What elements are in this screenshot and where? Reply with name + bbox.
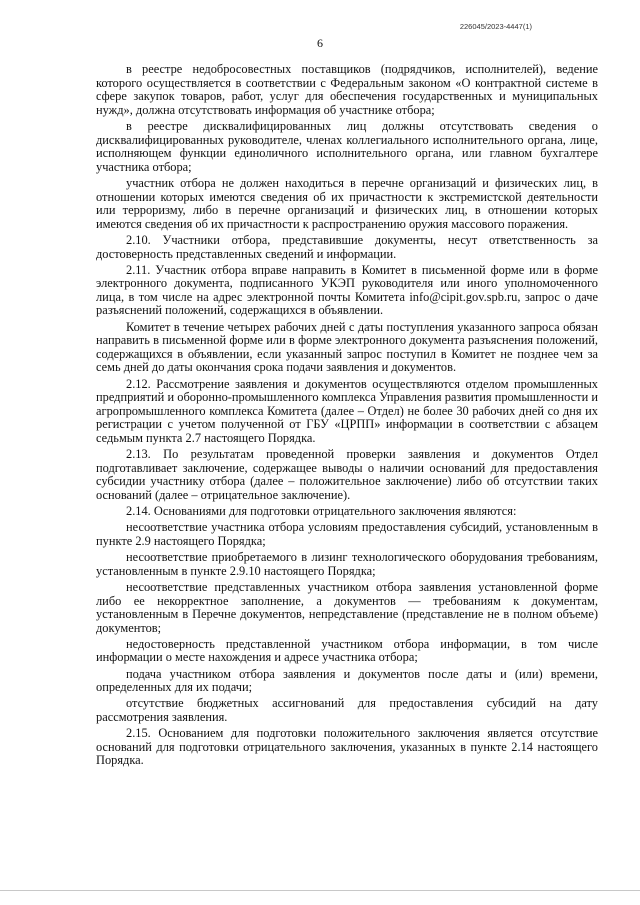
paragraph-unfair-suppliers-registry: в реестре недобросовестных поставщиков (подрядчиков, исполнителей), ведение которого осуществляется в соответствии с Федеральным законом «О контрактной системе в сфере закупок товаров, работ, услуг для обеспечения государственных и муниципальных нужд», должна отсутствовать информация об участнике отбора; <box>96 62 598 117</box>
list-item-no-budget: отсутствие бюджетных ассигнований для предоставления субсидий на дату рассмотрения заявления. <box>96 696 598 725</box>
paragraph-disqualified-persons-registry: в реестре дисквалифицированных лиц должны отсутствовать сведения о дисквалифицированных руководителе, членах коллегиального исполнительного органа, лице, исполняющем функции единоличного исполнительного органа, или главном бухгалтере участника отбора; <box>96 118 598 174</box>
document-body <box>96 63 598 771</box>
list-item-late-submission: подача участником отбора заявления и документов после даты и (или) времени, определенных для их подачи; <box>96 666 598 695</box>
paragraph-extremism-list: участник отбора не должен находиться в перечне организаций и физических лиц, в отношении которых имеются сведения об их причастности к экстремистской деятельности или терроризму, либо в перечне организаций и физических лиц, в отношении которых имеются сведения об их причастности к распространению оружия массового поражения. <box>96 175 598 231</box>
page-bottom-rule <box>0 890 640 891</box>
paragraph-2-14: 2.14. Основаниями для подготовки отрицательного заключения являются: <box>126 504 517 519</box>
list-item-condition-mismatch: несоответствие участника отбора условиям предоставления субсидий, установленным в пункте 2.9 настоящего Порядка; <box>96 520 598 548</box>
paragraph-clarification-response: Комитет в течение четырех рабочих дней с даты поступления указанного запроса обязан направить в письменной форме или в форме электронного документа разъяснения положений, содержащихся в объявлении, если указанный запрос поступил в Комитет не позднее чем за семь дней до даты окончания срока подачи заявления и документов. <box>96 319 598 375</box>
list-item-equipment-mismatch: несоответствие приобретаемого в лизинг технологического оборудования требованиям, установленным в пункте 2.9.10 настоящего Порядка; <box>96 550 598 578</box>
paragraph-2-13: 2.13. По результатам проведенной проверки заявления и документов Отдел подготавливает заключение, содержащее выводы о наличии оснований для предоставления субсидии участнику отбора (далее – положительное заключение) либо об отсутствии таких оснований (далее – отрицательное заключение). <box>96 447 598 502</box>
list-item-unreliable-info: недостоверность представленной участником отбора информации, в том числе информации о месте нахождения и адресе участника отбора; <box>96 636 598 665</box>
paragraph-2-15: 2.15. Основанием для подготовки положительного заключения является отсутствие оснований для подготовки отрицательного заключения, указанных в пункте 2.14 настоящего Порядка. <box>96 726 598 768</box>
list-item-form-mismatch: несоответствие представленных участником отбора заявления установленной форме либо ее некорректное заполнение, а документов — требованиям к документам, установленным в Перечне документов, непредставление (представление не в полном объеме) документов; <box>96 579 598 635</box>
paragraph-2-12: 2.12. Рассмотрение заявления и документов осуществляются отделом промышленных предприятий и оборонно-промышленного комплекса Управления развития промышленности и агропромышленного комплекса Комитета (далее – Отдел) не более 30 рабочих дней со дня их регистрации с учетом полученной от ГБУ «ЦРПП» информации в соответствии с абзацем седьмым пункта 2.7 настоящего Порядка. <box>96 376 598 445</box>
page-number: 6 <box>317 36 323 50</box>
document-registration-number: 226045/2023-4447(1) <box>459 22 532 31</box>
paragraph-2-11: 2.11. Участник отбора вправе направить в Комитет в письменной форме или в форме электронного документа, подписанного УКЭП руководителя или иного уполномоченного лица, в том числе на адрес электронной почты Комитета info@cipit.gov.spb.ru, запрос о даче разъяснений положений, содержащихся в объявлении. <box>96 262 598 318</box>
paragraph-2-10: 2.10. Участники отбора, представившие документы, несут ответственность за достоверность представленных сведений и информации. <box>96 232 598 261</box>
